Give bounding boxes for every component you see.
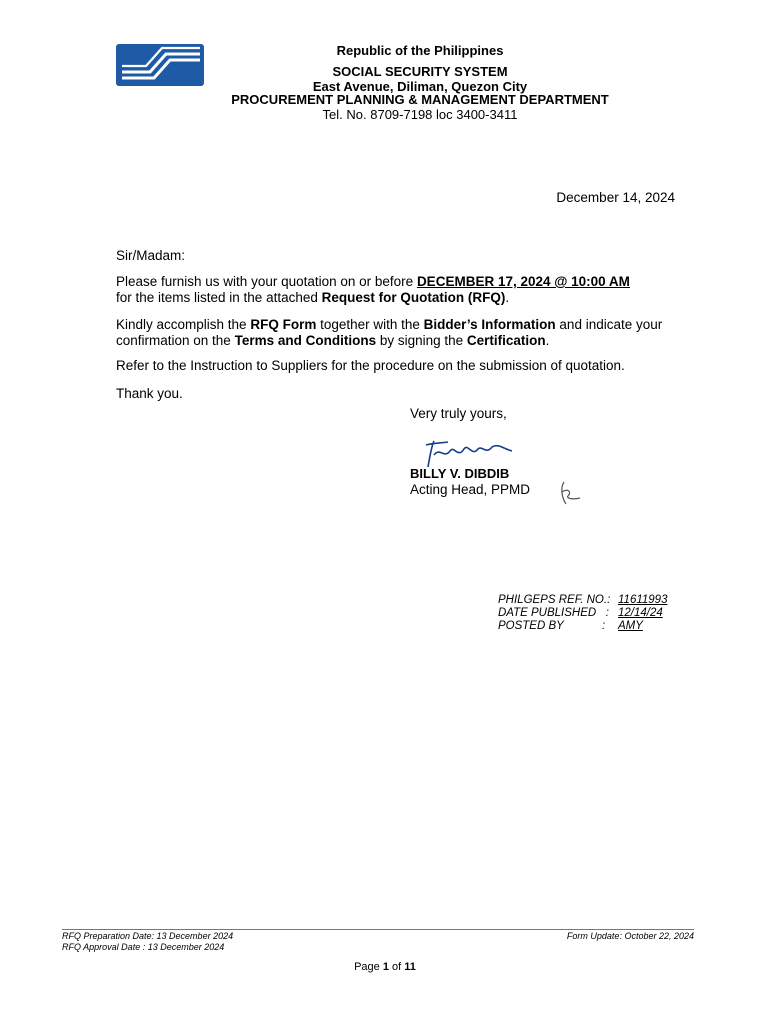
deadline: DECEMBER 17, 2024 @ 10:00 AM xyxy=(416,274,630,289)
thanks: Thank you. xyxy=(116,386,183,401)
letterhead-country: Republic of the Philippines xyxy=(336,43,504,58)
p1-text-3: . xyxy=(505,290,510,305)
date-published-label: DATE PUBLISHED : xyxy=(498,607,613,619)
footer-divider xyxy=(62,929,694,930)
page-mid: of xyxy=(388,961,405,973)
page-prefix: Page xyxy=(354,961,383,973)
rfq-form: RFQ Form xyxy=(250,317,317,332)
paragraph-refer: Refer to the Instruction to Suppliers for the procedure on the submission of quotation. xyxy=(116,358,625,373)
paragraph-deadline xyxy=(116,274,706,306)
letterhead-address: East Avenue, Diliman, Quezon City xyxy=(312,79,528,94)
page-total: 11 xyxy=(404,961,416,973)
letterhead-department: PROCUREMENT PLANNING & MANAGEMENT DEPARTMENT xyxy=(231,92,609,107)
posted-by-value: AMY xyxy=(618,620,643,632)
p2-text-1: Kindly accomplish the xyxy=(116,317,251,332)
form-update: Form Update: October 22, 2024 xyxy=(566,931,694,941)
signer-title: Acting Head, PPMD xyxy=(410,482,531,497)
letter-date: December 14, 2024 xyxy=(556,190,675,205)
reference-block xyxy=(498,594,667,633)
philgeps-label: PHILGEPS REF. NO.: xyxy=(498,594,614,606)
date-published-value: 12/14/24 xyxy=(618,607,663,619)
initial-mark-icon xyxy=(556,478,582,508)
rfq-approval-date: RFQ Approval Date : 13 December 2024 xyxy=(62,942,225,952)
certification: Certification xyxy=(466,333,546,348)
salutation: Sir/Madam: xyxy=(116,248,186,263)
rfq-preparation-date: RFQ Preparation Date: 13 December 2024 xyxy=(62,931,234,941)
p1-text-1: Please furnish us with your quotation on or before xyxy=(116,274,417,289)
paragraph-instructions xyxy=(116,317,706,349)
letterhead-agency: SOCIAL SECURITY SYSTEM xyxy=(332,64,508,79)
letterhead-telephone: Tel. No. 8709-7198 loc 3400-3411 xyxy=(322,107,518,122)
closing: Very truly yours, xyxy=(410,406,507,421)
philgeps-value: 11611993 xyxy=(618,594,668,606)
p1-text-2: for the items listed in the attached xyxy=(116,290,322,305)
page-current: 1 xyxy=(382,961,389,973)
signer-name: BILLY V. DIBDIB xyxy=(410,466,510,481)
p2-text-3: and indicate your confirmation on the xyxy=(116,317,663,348)
p2-text-4: by signing the xyxy=(376,333,467,348)
page-number xyxy=(0,961,770,973)
bidders-information: Bidder’s Information xyxy=(423,317,556,332)
terms-and-conditions: Terms and Conditions xyxy=(234,333,377,348)
p2-text-2: together with the xyxy=(316,317,424,332)
footer-dates xyxy=(62,931,233,953)
philgeps-row xyxy=(498,594,667,607)
posted-by-label: POSTED BY : xyxy=(498,620,609,632)
date-published-row xyxy=(498,607,667,620)
posted-by-row xyxy=(498,620,667,633)
rfq-reference: Request for Quotation (RFQ) xyxy=(321,290,506,305)
p2-text-5: . xyxy=(545,333,550,348)
